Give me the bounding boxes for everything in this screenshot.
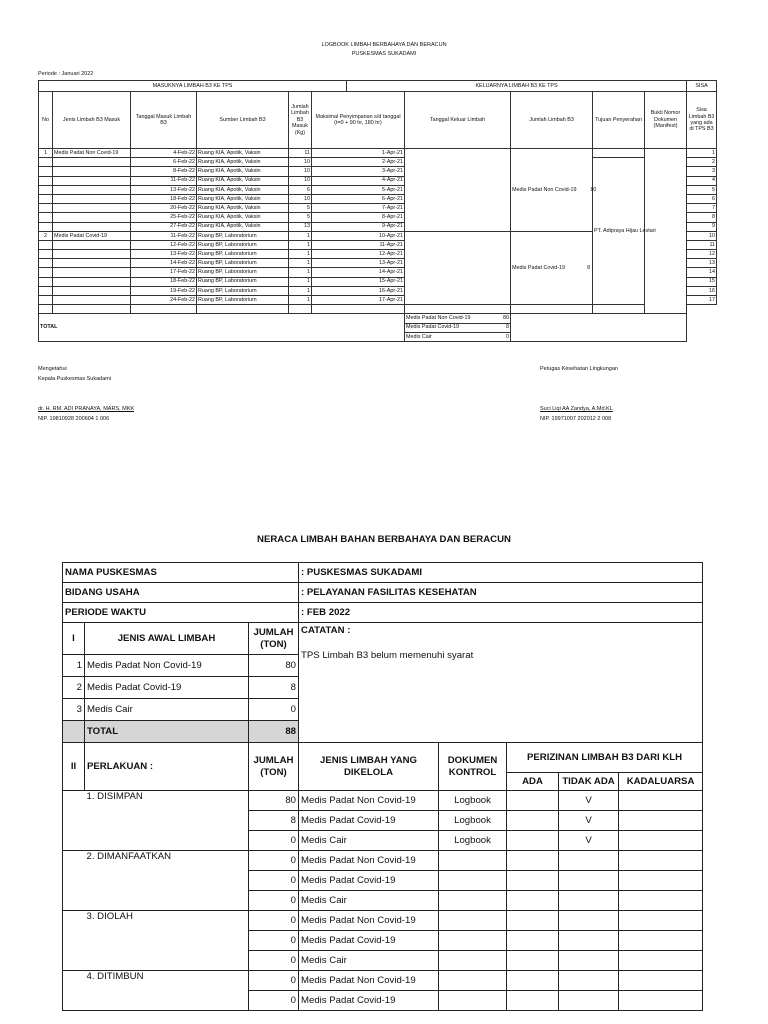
row-tgl-masuk: 11-Feb-22 (131, 231, 197, 240)
row-sumber: Ruang KIA, Apotik, Vaksin (197, 222, 289, 231)
col-maks: Maksimal Penyimpanan s/d tanggal (t=0 + 90 hr, 180 hr) (312, 92, 405, 149)
perlakuan-dokumen: Logbook (439, 831, 507, 851)
row-jenis (53, 194, 131, 203)
perlakuan-kadaluarsa (619, 811, 703, 831)
row-jumlah: 1 (289, 259, 312, 268)
perlakuan-tidak-ada (559, 971, 619, 991)
perlakuan-jenis: Medis Padat Covid-19 (299, 811, 439, 831)
total-item-value: 8 (506, 324, 510, 331)
row-no (39, 204, 53, 213)
row-sisa: 10 (687, 231, 717, 240)
perlakuan-ada (507, 891, 559, 911)
perlakuan-ada (507, 971, 559, 991)
row-jumlah: 5 (289, 204, 312, 213)
total-item (405, 314, 511, 323)
perlakuan-dokumen (439, 891, 507, 911)
info-value: : FEB 2022 (299, 603, 703, 623)
out-group-2-value: 8 (587, 264, 591, 271)
row-sisa: 5 (687, 185, 717, 194)
row-jumlah: 1 (289, 250, 312, 259)
col-tujuan: Tujuan Penyerahan (593, 92, 645, 149)
perlakuan-kadaluarsa (619, 791, 703, 811)
logbook-subtitle: PUSKESMAS SUKADAMI (351, 51, 417, 57)
tujuan-cell: PT. Adipraya Hijau Lestari (593, 158, 645, 305)
row-no (39, 194, 53, 203)
perlakuan-tidak-ada (559, 891, 619, 911)
row-jenis: Medis Padat Non Covid-19 (53, 149, 131, 158)
row-jumlah: 1 (289, 296, 312, 305)
row-sumber: Ruang BP, Laboratorium (197, 277, 289, 286)
row-tgl-masuk: 12-Feb-22 (131, 240, 197, 249)
row-tgl-masuk: 14-Feb-22 (131, 259, 197, 268)
perlakuan-jumlah: 0 (249, 971, 299, 991)
perlakuan-ada (507, 851, 559, 871)
row-sisa: 4 (687, 176, 717, 185)
perlakuan-jumlah: 80 (249, 791, 299, 811)
jenis-kelola-header: JENIS LIMBAH YANG DIKELOLA (299, 743, 439, 791)
row-sisa: 17 (687, 296, 717, 305)
row-tgl-masuk: 18-Feb-22 (131, 277, 197, 286)
total-item-value: 0 (506, 333, 510, 340)
row-sumber: Ruang KIA, Apotik, Vaksin (197, 158, 289, 167)
logbook-row (39, 149, 717, 158)
perlakuan-dokumen: Logbook (439, 791, 507, 811)
row-jenis (53, 259, 131, 268)
row-tgl-masuk: 17-Feb-22 (131, 268, 197, 277)
perlakuan-ada (507, 871, 559, 891)
row-tgl-keluar (405, 149, 511, 232)
row-sisa: 15 (687, 277, 717, 286)
sign-right-line-1: Petugas Kesehatan Lingkungan (540, 366, 618, 372)
row-no (39, 259, 53, 268)
section-1-number: I (63, 623, 85, 655)
row-jumlah: 1 (289, 286, 312, 295)
row-jumlah: 13 (289, 222, 312, 231)
row-no (39, 185, 53, 194)
row-tgl-masuk: 25-Feb-22 (131, 213, 197, 222)
row-maks: 4-Apr-21 (312, 176, 405, 185)
perlakuan-jenis: Medis Cair (299, 831, 439, 851)
row-sumber: Ruang KIA, Apotik, Vaksin (197, 149, 289, 158)
kadaluarsa-header: KADALUARSA (619, 773, 703, 791)
out-group-1 (511, 149, 597, 232)
perlakuan-kadaluarsa (619, 891, 703, 911)
perlakuan-jumlah: 0 (249, 831, 299, 851)
sign-right-name: Suci Liqi AA Zandya, A.Md.KL (540, 406, 613, 412)
jumlah-header-2: JUMLAH (TON) (249, 743, 299, 791)
row-tgl-masuk: 6-Feb-22 (131, 158, 197, 167)
logbook-row (39, 158, 717, 167)
row-tgl-keluar (405, 231, 511, 305)
row-jenis (53, 222, 131, 231)
perlakuan-kadaluarsa (619, 911, 703, 931)
row-jumlah: 6 (289, 185, 312, 194)
total-item-label: Medis Padat Non Covid-19 (406, 315, 471, 322)
row-sumber: Ruang KIA, Apotik, Vaksin (197, 185, 289, 194)
row-jumlah: 1 (289, 240, 312, 249)
sign-left-nip: NIP. 19810928 200604 1 006 (38, 416, 110, 422)
row-jenis (53, 268, 131, 277)
row-jenis: Medis Padat Covid-19 (53, 231, 131, 240)
perlakuan-jenis: Medis Cair (299, 891, 439, 911)
row-no (39, 240, 53, 249)
perlakuan-label: PERLAKUAN : (85, 743, 249, 791)
row-sumber: Ruang KIA, Apotik, Vaksin (197, 194, 289, 203)
info-label: BIDANG USAHA (63, 583, 299, 603)
row-jenis (53, 213, 131, 222)
row-jenis (53, 204, 131, 213)
row-tgl-masuk: 4-Feb-22 (131, 149, 197, 158)
row-sisa: 9 (687, 222, 717, 231)
row-jumlah: 10 (289, 158, 312, 167)
row-tgl-masuk: 27-Feb-22 (131, 222, 197, 231)
awal-number: 3 (63, 699, 85, 721)
row-sisa: 6 (687, 194, 717, 203)
row-jumlah: 5 (289, 213, 312, 222)
col-jumlah-out: Jumlah Limbah B3 (511, 92, 593, 149)
info-value: : PUSKESMAS SUKADAMI (299, 563, 703, 583)
perlakuan-ada (507, 951, 559, 971)
row-sumber: Ruang BP, Laboratorium (197, 296, 289, 305)
row-sumber: Ruang BP, Laboratorium (197, 231, 289, 240)
logbook-table (38, 80, 717, 342)
sign-left-name: dr. H. RM. ADI PRANAYA, MARS, MKK (38, 406, 135, 412)
row-jenis (53, 286, 131, 295)
out-group-2-label: Medis Padat Covid-19 (512, 264, 566, 271)
tidak-ada-header: TIDAK ADA (559, 773, 619, 791)
perlakuan-row (63, 971, 703, 991)
perlakuan-group-label: 4. DITIMBUN (85, 971, 249, 1011)
col-tgl-keluar: Tanggal Keluar Limbah (405, 92, 511, 149)
group-sisa-header: SISA (687, 81, 717, 92)
perlakuan-jumlah: 0 (249, 891, 299, 911)
row-tgl-masuk: 19-Feb-22 (131, 286, 197, 295)
perlakuan-row (63, 791, 703, 811)
row-maks: 15-Apr-21 (312, 277, 405, 286)
perlakuan-tidak-ada (559, 871, 619, 891)
row-no (39, 222, 53, 231)
perlakuan-jenis: Medis Padat Non Covid-19 (299, 851, 439, 871)
row-maks: 2-Apr-21 (312, 158, 405, 167)
catatan-text: TPS Limbah B3 belum memenuhi syarat (301, 650, 474, 662)
perlakuan-dokumen (439, 951, 507, 971)
perlakuan-dokumen (439, 931, 507, 951)
perlakuan-tidak-ada (559, 851, 619, 871)
row-sumber: Ruang BP, Laboratorium (197, 259, 289, 268)
out-group-1-value: 80 (590, 186, 597, 193)
row-sisa: 3 (687, 167, 717, 176)
row-tgl-masuk: 13-Feb-22 (131, 250, 197, 259)
perlakuan-jenis: Medis Cair (299, 951, 439, 971)
col-sisa: Sisa Limbah B3 yang ada di TPS B3 (687, 92, 717, 149)
row-jumlah: 1 (289, 231, 312, 240)
row-tgl-masuk: 8-Feb-22 (131, 167, 197, 176)
col-bukti: Bukti Nomor Dokumen (Manifest) (645, 92, 687, 149)
row-maks: 10-Apr-21 (312, 231, 405, 240)
awal-number: 2 (63, 677, 85, 699)
row-jenis (53, 176, 131, 185)
perlakuan-dokumen (439, 851, 507, 871)
row-sumber: Ruang KIA, Apotik, Vaksin (197, 204, 289, 213)
sign-right-nip: NIP. 19971007 202012 2 008 (540, 416, 612, 422)
row-no (39, 213, 53, 222)
row-jumlah: 1 (289, 268, 312, 277)
awal-value: 80 (249, 655, 299, 677)
row-sisa: 16 (687, 286, 717, 295)
neraca-title: NERACA LIMBAH BAHAN BERBAHAYA DAN BERACUN (257, 534, 511, 545)
total-label: TOTAL (85, 721, 249, 743)
sign-left-line-2: Kepala Puskesmas Sukadami (38, 376, 112, 382)
perlakuan-row (63, 911, 703, 931)
perlakuan-kadaluarsa (619, 951, 703, 971)
row-no: 1 (39, 149, 53, 158)
perlakuan-ada (507, 811, 559, 831)
row-sumber: Ruang KIA, Apotik, Vaksin (197, 176, 289, 185)
row-maks: 13-Apr-21 (312, 259, 405, 268)
perlakuan-tidak-ada (559, 991, 619, 1011)
perlakuan-ada (507, 931, 559, 951)
awal-name: Medis Padat Covid-19 (85, 677, 249, 699)
row-sisa: 14 (687, 268, 717, 277)
perlakuan-dokumen (439, 911, 507, 931)
row-maks: 7-Apr-21 (312, 204, 405, 213)
row-jumlah: 10 (289, 194, 312, 203)
total-label: TOTAL (39, 314, 405, 342)
row-no (39, 167, 53, 176)
info-label: NAMA PUSKESMAS (63, 563, 299, 583)
perlakuan-kadaluarsa (619, 831, 703, 851)
row-no (39, 296, 53, 305)
awal-number: 1 (63, 655, 85, 677)
row-maks: 16-Apr-21 (312, 286, 405, 295)
out-group-2 (511, 231, 593, 305)
catatan-label: CATATAN : (301, 625, 351, 636)
row-sisa: 1 (687, 149, 717, 158)
out-group-1-label: Medis Padat Non Covid-19 (512, 186, 577, 193)
total-item (405, 332, 511, 341)
perlakuan-kadaluarsa (619, 971, 703, 991)
logbook-periode: Periode : Januari 2022 (38, 71, 94, 77)
row-maks: 5-Apr-21 (312, 185, 405, 194)
col-sumber: Sumber Limbah B3 (197, 92, 289, 149)
perlakuan-jenis: Medis Padat Covid-19 (299, 931, 439, 951)
row-maks: 11-Apr-21 (312, 240, 405, 249)
perlakuan-jumlah: 8 (249, 811, 299, 831)
row-jumlah: 1 (289, 277, 312, 286)
col-jumlah: Jumlah Limbah B3 Masuk (Kg) (289, 92, 312, 149)
row-jenis (53, 250, 131, 259)
sign-left-line-1: Mengetahui (38, 366, 67, 372)
info-value: : PELAYANAN FASILITAS KESEHATAN (299, 583, 703, 603)
perlakuan-ada (507, 831, 559, 851)
jumlah-header: JUMLAH (TON) (249, 623, 299, 655)
row-jenis (53, 240, 131, 249)
row-sumber: Ruang KIA, Apotik, Vaksin (197, 167, 289, 176)
perlakuan-kadaluarsa (619, 931, 703, 951)
perlakuan-jumlah: 0 (249, 911, 299, 931)
perlakuan-dokumen (439, 991, 507, 1011)
perlakuan-jumlah: 0 (249, 851, 299, 871)
perlakuan-dokumen: Logbook (439, 811, 507, 831)
perlakuan-jumlah: 0 (249, 931, 299, 951)
total-row (39, 314, 717, 323)
row-maks: 3-Apr-21 (312, 167, 405, 176)
row-jumlah: 10 (289, 167, 312, 176)
col-jenis: Jenis Limbah B3 Masuk (53, 92, 131, 149)
row-tgl-masuk: 13-Feb-22 (131, 185, 197, 194)
perlakuan-tidak-ada: V (559, 831, 619, 851)
perlakuan-dokumen (439, 871, 507, 891)
row-no (39, 268, 53, 277)
row-sisa: 8 (687, 213, 717, 222)
perlakuan-tidak-ada (559, 931, 619, 951)
perlakuan-row (63, 851, 703, 871)
row-jumlah: 10 (289, 176, 312, 185)
perlakuan-tidak-ada (559, 951, 619, 971)
perlakuan-kadaluarsa (619, 991, 703, 1011)
jenis-awal-header: JENIS AWAL LIMBAH (85, 623, 249, 655)
perlakuan-tidak-ada: V (559, 791, 619, 811)
row-no (39, 158, 53, 167)
perlakuan-jenis: Medis Padat Non Covid-19 (299, 791, 439, 811)
info-label: PERIODE WAKTU (63, 603, 299, 623)
row-maks: 17-Apr-21 (312, 296, 405, 305)
perlakuan-jenis: Medis Padat Covid-19 (299, 871, 439, 891)
row-sisa: 11 (687, 240, 717, 249)
row-maks: 12-Apr-21 (312, 250, 405, 259)
row-sisa: 2 (687, 158, 717, 167)
dokumen-header: DOKUMEN KONTROL (439, 743, 507, 791)
row-no: 2 (39, 231, 53, 240)
col-no: No (39, 92, 53, 149)
logbook-title: LOGBOOK LIMBAH BERBAHAYA DAN BERACUN (321, 42, 447, 48)
row-sumber: Ruang BP, Laboratorium (197, 250, 289, 259)
row-jenis (53, 277, 131, 286)
perlakuan-group-label: 3. DIOLAH (85, 911, 249, 971)
row-maks: 6-Apr-21 (312, 194, 405, 203)
perlakuan-jenis: Medis Padat Non Covid-19 (299, 971, 439, 991)
perlakuan-group-label: 1. DISIMPAN (85, 791, 249, 851)
perlakuan-tidak-ada: V (559, 811, 619, 831)
row-no (39, 277, 53, 286)
perlakuan-ada (507, 791, 559, 811)
row-tgl-masuk: 18-Feb-22 (131, 194, 197, 203)
row-jumlah: 11 (289, 149, 312, 158)
row-jenis (53, 296, 131, 305)
row-no (39, 176, 53, 185)
row-no (39, 286, 53, 295)
row-maks: 9-Apr-21 (312, 222, 405, 231)
perlakuan-jumlah: 0 (249, 871, 299, 891)
row-sisa: 12 (687, 250, 717, 259)
total-value: 88 (249, 721, 299, 743)
awal-name: Medis Cair (85, 699, 249, 721)
col-tgl-masuk: Tanggal Masuk Limbah B3 (131, 92, 197, 149)
perlakuan-ada (507, 911, 559, 931)
perlakuan-group-label: 2. DIMANFAATKAN (85, 851, 249, 911)
group-out-header: KELUARNYA LIMBAH B3 KE TPS (347, 81, 687, 92)
group-in-header: MASUKNYA LIMBAH B3 KE TPS (39, 81, 347, 92)
row-sumber: Ruang BP, Laboratorium (197, 286, 289, 295)
row-sisa: 13 (687, 259, 717, 268)
row-maks: 8-Apr-21 (312, 213, 405, 222)
perlakuan-jumlah: 0 (249, 991, 299, 1011)
row-sumber: Ruang BP, Laboratorium (197, 268, 289, 277)
perlakuan-kadaluarsa (619, 851, 703, 871)
perlakuan-kadaluarsa (619, 871, 703, 891)
row-maks: 14-Apr-21 (312, 268, 405, 277)
row-maks: 1-Apr-21 (312, 149, 405, 158)
perizinan-header: PERIZINAN LIMBAH B3 DARI KLH (507, 743, 703, 773)
row-tujuan (593, 149, 645, 158)
section-2-number: II (63, 743, 85, 791)
row-tgl-masuk: 11-Feb-22 (131, 176, 197, 185)
row-jenis (53, 167, 131, 176)
row-jenis (53, 158, 131, 167)
awal-value: 8 (249, 677, 299, 699)
row-tgl-masuk: 24-Feb-22 (131, 296, 197, 305)
total-item-value: 80 (503, 315, 510, 322)
row-no (39, 250, 53, 259)
total-item-label: Medis Cair (406, 333, 432, 340)
row-jenis (53, 185, 131, 194)
perlakuan-jenis: Medis Padat Covid-19 (299, 991, 439, 1011)
total-item (405, 323, 511, 332)
awal-value: 0 (249, 699, 299, 721)
total-item-label: Medis Padat Covid-19 (406, 324, 460, 331)
perlakuan-ada (507, 991, 559, 1011)
awal-name: Medis Padat Non Covid-19 (85, 655, 249, 677)
perlakuan-jumlah: 0 (249, 951, 299, 971)
ada-header: ADA (507, 773, 559, 791)
perlakuan-tidak-ada (559, 911, 619, 931)
perlakuan-jenis: Medis Padat Non Covid-19 (299, 911, 439, 931)
perlakuan-dokumen (439, 971, 507, 991)
row-tgl-masuk: 20-Feb-22 (131, 204, 197, 213)
row-sisa: 7 (687, 204, 717, 213)
row-sumber: Ruang KIA, Apotik, Vaksin (197, 213, 289, 222)
row-sumber: Ruang BP, Laboratorium (197, 240, 289, 249)
neraca-table (62, 562, 703, 1011)
